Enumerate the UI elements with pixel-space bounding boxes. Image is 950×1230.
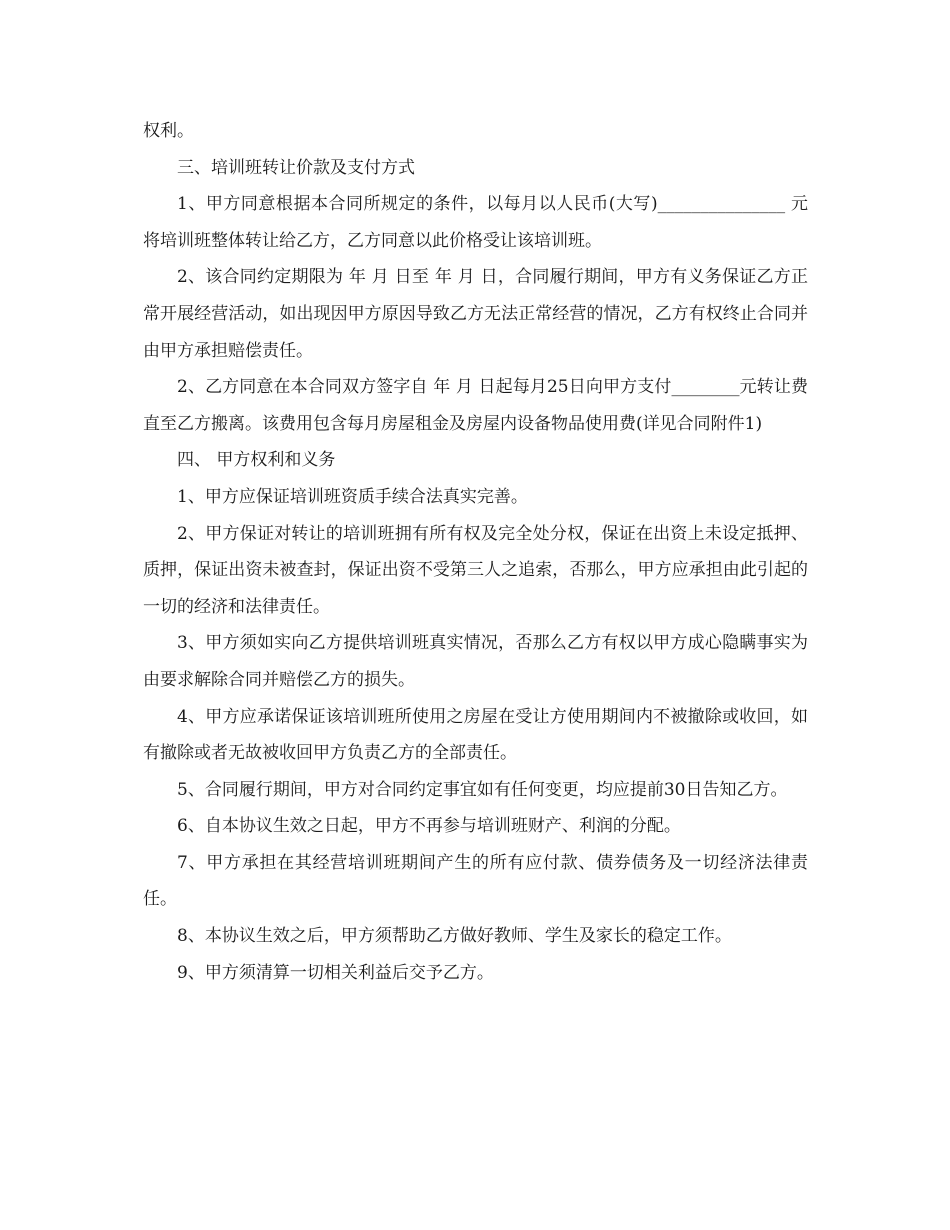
paragraph-term-clause: 2、该合同约定期限为 年 月 日至 年 月 日，合同履行期间，甲方有义务保证乙方正常开展经营活动，如出现因甲方原因导致乙方无法正常经营的情况，乙方有权终止合同并由甲方承担赔偿责任。 [143,267,808,361]
paragraph-obligation-7: 7、甲方承担在其经营培训班期间产生的所有应付款、债券债务及一切经济法律责任。 [143,852,808,910]
paragraph-obligation-5: 5、合同履行期间，甲方对合同约定事宜如有任何变更，均应提前30日告知乙方。 [177,779,788,800]
paragraph-payment-clause: 2、乙方同意在本合同双方签字自 年 月 日起每月25日向甲方支付________元转让费直至乙方搬离。该费用包含每月房屋租金及房屋内设备物品使用费(详见合同附件1) [143,377,808,434]
paragraph-obligation-2: 2、甲方保证对转让的培训班拥有所有权及完全处分权，保证在出资上未设定抵押、质押，保证出资未被查封，保证出资不受第三人之追索，否那么，甲方应承担由此引起的一切的经济和法律责任。 [143,523,808,617]
paragraph-obligation-8: 8、本协议生效之后，甲方须帮助乙方做好教师、学生及家长的稳定工作。 [177,926,732,947]
paragraph-obligation-1: 1、甲方应保证培训班资质手续合法真实完善。 [177,486,528,507]
paragraph-rights-end: 权利。 [143,121,194,141]
paragraph-price-clause: 1、甲方同意根据本合同所规定的条件，以每月以人民币(大写)_______________ 元将培训班整体转让给乙方，乙方同意以此价格受让该培训班。 [143,194,808,251]
paragraph-obligation-6: 6、自本协议生效之日起，甲方不再参与培训班财产、利润的分配。 [177,816,681,837]
paragraph-obligation-9: 9、甲方须清算一切相关利益后交予乙方。 [177,962,494,983]
paragraph-obligation-4: 4、甲方应承诺保证该培训班所使用之房屋在受让方使用期间内不被撤除或收回，如有撤除或者无故被收回甲方负责乙方的全部责任。 [143,706,808,764]
section-heading-party-a-obligations: 四、 甲方权利和义务 [177,450,336,471]
document-body [143,113,808,991]
section-heading-transfer-price: 三、培训班转让价款及支付方式 [177,157,415,178]
paragraph-obligation-3: 3、甲方须如实向乙方提供培训班真实情况，否那么乙方有权以甲方成心隐瞒事实为由要求解除合同并赔偿乙方的损失。 [143,633,808,690]
